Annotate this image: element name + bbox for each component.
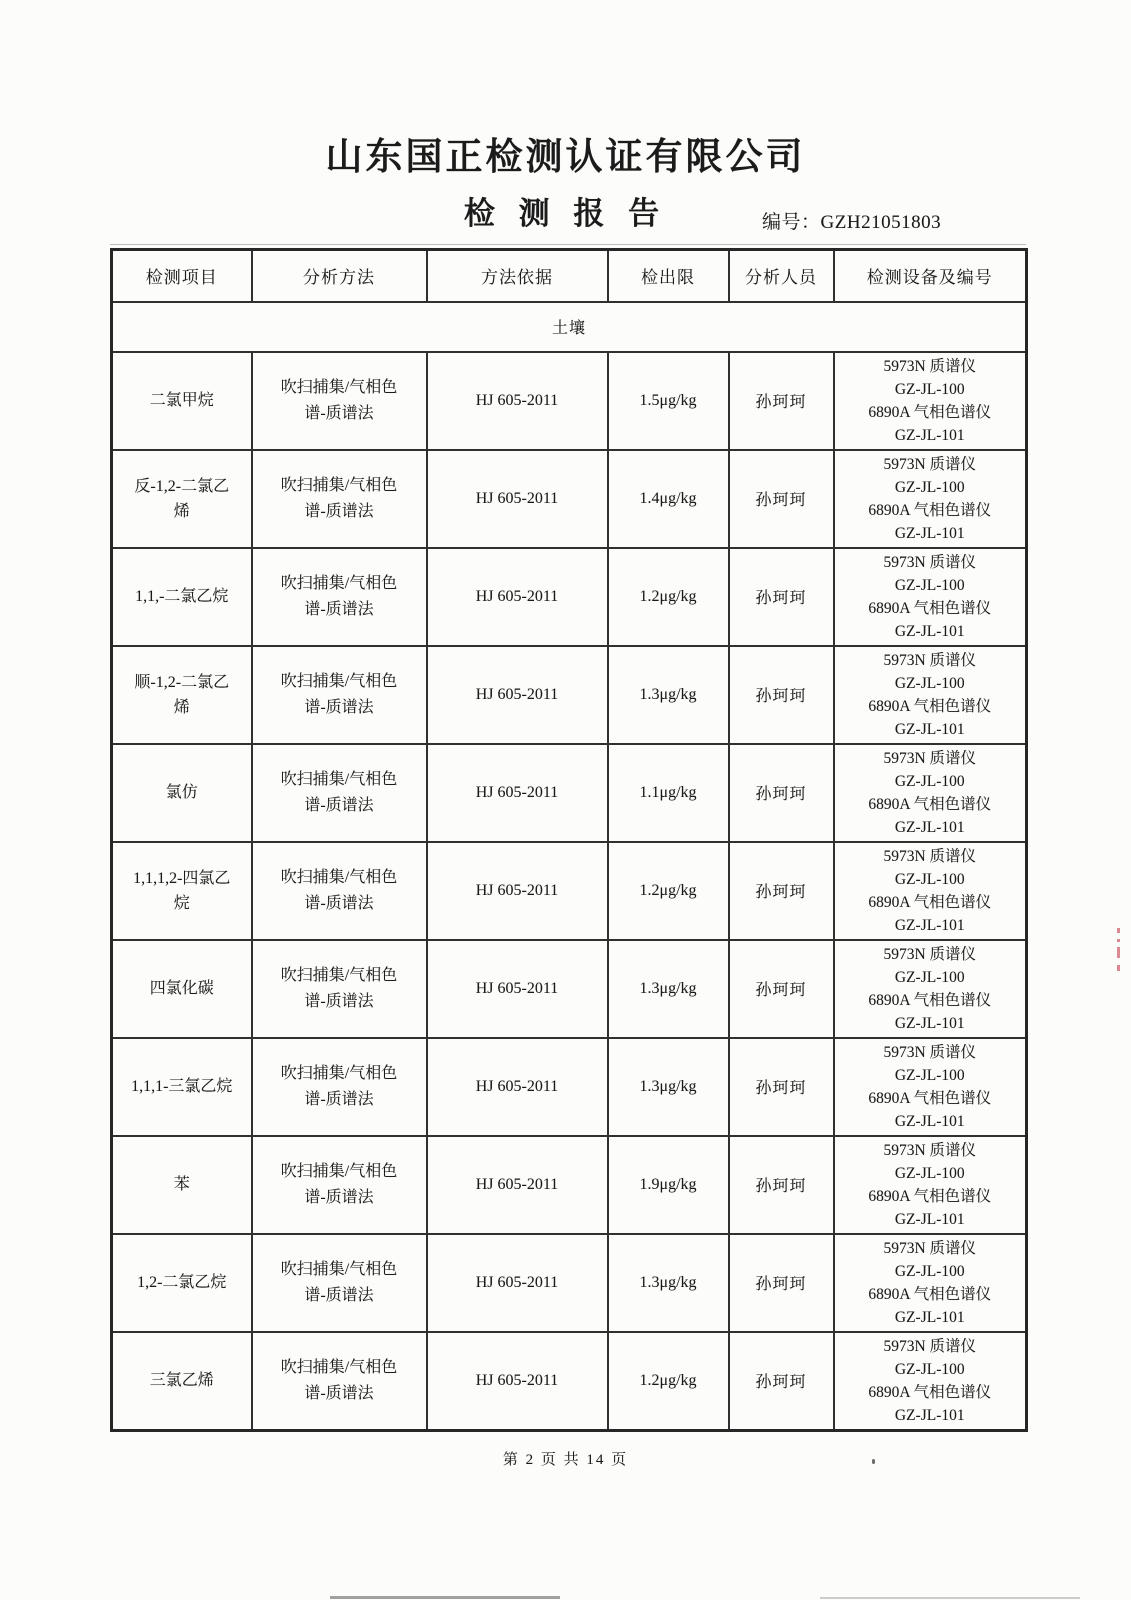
analyst-cell: 孙珂珂 — [729, 744, 834, 842]
scan-artifact-dot — [872, 1459, 875, 1464]
equipment-line: GZ-JL-101 — [894, 1014, 965, 1032]
equipment-line: GZ-JL-101 — [894, 1112, 965, 1130]
method-cell: 吹扫捕集/气相色谱-质谱法 — [252, 646, 427, 744]
analyst-cell: 孙珂珂 — [729, 1234, 834, 1332]
limit-cell: 1.1μg/kg — [608, 744, 729, 842]
equipment-line: 6890A 气相色谱仪 — [868, 1383, 992, 1401]
report-table-header — [112, 250, 1027, 302]
equipment-line: GZ-JL-101 — [894, 1210, 965, 1228]
method-cell: 吹扫捕集/气相色谱-质谱法 — [252, 450, 427, 548]
equipment-cell — [834, 940, 1027, 1038]
section-label: 土壤 — [112, 302, 1027, 352]
basis-cell: HJ 605-2011 — [427, 352, 608, 450]
analyst-cell: 孙珂珂 — [729, 450, 834, 548]
equipment-line: 6890A 气相色谱仪 — [868, 893, 992, 911]
method-cell: 吹扫捕集/气相色谱-质谱法 — [252, 744, 427, 842]
table-row — [112, 1136, 1027, 1234]
equipment-line: GZ-JL-101 — [894, 1406, 965, 1424]
analyst-cell: 孙珂珂 — [729, 842, 834, 940]
report-title: 检 测 报 告 — [463, 196, 668, 231]
method-cell: 吹扫捕集/气相色谱-质谱法 — [252, 1038, 427, 1136]
basis-cell: HJ 605-2011 — [427, 842, 608, 940]
scan-artifact-red-dash — [1117, 947, 1120, 958]
column-header-basis: 方法依据 — [427, 250, 608, 302]
limit-cell: 1.2μg/kg — [608, 1332, 729, 1431]
equipment-line: 6890A 气相色谱仪 — [868, 697, 992, 715]
equipment-line: 6890A 气相色谱仪 — [868, 403, 992, 421]
scan-artifact-red-dash — [1117, 939, 1120, 942]
analyst-cell: 孙珂珂 — [729, 646, 834, 744]
table-row — [112, 1234, 1027, 1332]
equipment-line: GZ-JL-101 — [894, 916, 965, 934]
basis-cell: HJ 605-2011 — [427, 1038, 608, 1136]
equipment-line: 5973N 质谱仪 — [883, 651, 977, 669]
method-cell: 吹扫捕集/气相色谱-质谱法 — [252, 548, 427, 646]
table-row — [112, 352, 1027, 450]
equipment-line: 6890A 气相色谱仪 — [868, 1089, 992, 1107]
equipment-line: 6890A 气相色谱仪 — [868, 501, 992, 519]
limit-cell: 1.5μg/kg — [608, 352, 729, 450]
basis-cell: HJ 605-2011 — [427, 1136, 608, 1234]
basis-cell: HJ 605-2011 — [427, 744, 608, 842]
equipment-line: 5973N 质谱仪 — [883, 553, 977, 571]
report-number — [762, 207, 941, 234]
equipment-line: 5973N 质谱仪 — [883, 357, 977, 375]
equipment-line: GZ-JL-100 — [894, 772, 965, 790]
equipment-line: GZ-JL-100 — [894, 478, 965, 496]
table-row — [112, 842, 1027, 940]
equipment-cell — [834, 842, 1027, 940]
equipment-line: GZ-JL-100 — [894, 1262, 965, 1280]
equipment-line: GZ-JL-100 — [894, 1066, 965, 1084]
section-row — [112, 302, 1027, 352]
equipment-line: GZ-JL-101 — [894, 818, 965, 836]
table-row — [112, 450, 1027, 548]
equipment-cell — [834, 352, 1027, 450]
method-cell: 吹扫捕集/气相色谱-质谱法 — [252, 1332, 427, 1431]
analyst-cell: 孙珂珂 — [729, 940, 834, 1038]
item-cell: 四氯化碳 — [112, 940, 252, 1038]
equipment-line: 6890A 气相色谱仪 — [868, 795, 992, 813]
report-number-value: GZH21051803 — [820, 212, 942, 233]
scan-artifact-red-dash — [1117, 965, 1120, 971]
header-row — [112, 250, 1027, 302]
equipment-line: 5973N 质谱仪 — [883, 1337, 977, 1355]
equipment-line: 5973N 质谱仪 — [883, 1043, 977, 1061]
equipment-line: GZ-JL-101 — [894, 622, 965, 640]
equipment-line: 5973N 质谱仪 — [883, 749, 977, 767]
limit-cell: 1.2μg/kg — [608, 842, 729, 940]
column-header-analyst: 分析人员 — [729, 250, 834, 302]
method-cell: 吹扫捕集/气相色谱-质谱法 — [252, 352, 427, 450]
equipment-cell — [834, 1234, 1027, 1332]
report-table-body — [112, 302, 1027, 1431]
equipment-line: GZ-JL-100 — [894, 576, 965, 594]
equipment-line: 5973N 质谱仪 — [883, 945, 977, 963]
item-cell: 顺-1,2-二氯乙烯 — [112, 646, 252, 744]
limit-cell: 1.9μg/kg — [608, 1136, 729, 1234]
report-number-label: 编号： — [762, 212, 821, 233]
equipment-line: GZ-JL-100 — [894, 870, 965, 888]
column-header-item: 检测项目 — [112, 250, 252, 302]
item-cell: 二氯甲烷 — [112, 352, 252, 450]
analyst-cell: 孙珂珂 — [729, 1136, 834, 1234]
equipment-line: GZ-JL-101 — [894, 524, 965, 542]
equipment-line: GZ-JL-100 — [894, 1360, 965, 1378]
equipment-line: GZ-JL-101 — [894, 1308, 965, 1326]
equipment-cell — [834, 1038, 1027, 1136]
limit-cell: 1.4μg/kg — [608, 450, 729, 548]
equipment-line: 5973N 质谱仪 — [883, 455, 977, 473]
analyst-cell: 孙珂珂 — [729, 1332, 834, 1431]
equipment-line: 6890A 气相色谱仪 — [868, 1187, 992, 1205]
equipment-line: 5973N 质谱仪 — [883, 847, 977, 865]
item-cell: 1,2-二氯乙烷 — [112, 1234, 252, 1332]
equipment-cell — [834, 1332, 1027, 1431]
page-footer: 第 2 页 共 14 页 — [502, 1452, 629, 1468]
method-cell: 吹扫捕集/气相色谱-质谱法 — [252, 1136, 427, 1234]
basis-cell: HJ 605-2011 — [427, 1332, 608, 1431]
limit-cell: 1.2μg/kg — [608, 548, 729, 646]
limit-cell: 1.3μg/kg — [608, 1234, 729, 1332]
equipment-line: 6890A 气相色谱仪 — [868, 991, 992, 1009]
scan-artifact-red-dash — [1117, 928, 1120, 933]
equipment-cell — [834, 744, 1027, 842]
scan-artifact-line — [110, 244, 1026, 245]
basis-cell: HJ 605-2011 — [427, 646, 608, 744]
table-row — [112, 744, 1027, 842]
scan-artifact-smudge — [820, 1597, 1080, 1599]
column-header-equipment: 检测设备及编号 — [834, 250, 1027, 302]
column-header-method: 分析方法 — [252, 250, 427, 302]
company-name: 山东国正检测认证有限公司 — [325, 137, 806, 178]
limit-cell: 1.3μg/kg — [608, 646, 729, 744]
item-cell: 苯 — [112, 1136, 252, 1234]
table-row — [112, 548, 1027, 646]
analyst-cell: 孙珂珂 — [729, 548, 834, 646]
equipment-cell — [834, 548, 1027, 646]
table-row — [112, 940, 1027, 1038]
equipment-cell — [834, 450, 1027, 548]
equipment-line: 6890A 气相色谱仪 — [868, 1285, 992, 1303]
equipment-cell — [834, 646, 1027, 744]
analyst-cell: 孙珂珂 — [729, 1038, 834, 1136]
equipment-line: 5973N 质谱仪 — [883, 1141, 977, 1159]
table-row — [112, 1332, 1027, 1431]
report-table — [110, 248, 1028, 1432]
table-row — [112, 646, 1027, 744]
item-cell: 三氯乙烯 — [112, 1332, 252, 1431]
item-cell: 1,1,-二氯乙烷 — [112, 548, 252, 646]
item-cell: 氯仿 — [112, 744, 252, 842]
method-cell: 吹扫捕集/气相色谱-质谱法 — [252, 940, 427, 1038]
equipment-line: GZ-JL-101 — [894, 426, 965, 444]
analyst-cell: 孙珂珂 — [729, 352, 834, 450]
item-cell: 1,1,1-三氯乙烷 — [112, 1038, 252, 1136]
limit-cell: 1.3μg/kg — [608, 1038, 729, 1136]
equipment-line: 6890A 气相色谱仪 — [868, 599, 992, 617]
table-row — [112, 1038, 1027, 1136]
scan-artifact-smudge — [330, 1596, 560, 1599]
method-cell: 吹扫捕集/气相色谱-质谱法 — [252, 1234, 427, 1332]
equipment-cell — [834, 1136, 1027, 1234]
equipment-line: GZ-JL-100 — [894, 380, 965, 398]
item-cell: 1,1,1,2-四氯乙烷 — [112, 842, 252, 940]
basis-cell: HJ 605-2011 — [427, 450, 608, 548]
equipment-line: GZ-JL-100 — [894, 1164, 965, 1182]
equipment-line: GZ-JL-101 — [894, 720, 965, 738]
equipment-line: GZ-JL-100 — [894, 968, 965, 986]
basis-cell: HJ 605-2011 — [427, 940, 608, 1038]
column-header-limit: 检出限 — [608, 250, 729, 302]
basis-cell: HJ 605-2011 — [427, 548, 608, 646]
equipment-line: GZ-JL-100 — [894, 674, 965, 692]
item-cell: 反-1,2-二氯乙烯 — [112, 450, 252, 548]
limit-cell: 1.3μg/kg — [608, 940, 729, 1038]
basis-cell: HJ 605-2011 — [427, 1234, 608, 1332]
method-cell: 吹扫捕集/气相色谱-质谱法 — [252, 842, 427, 940]
equipment-line: 5973N 质谱仪 — [883, 1239, 977, 1257]
